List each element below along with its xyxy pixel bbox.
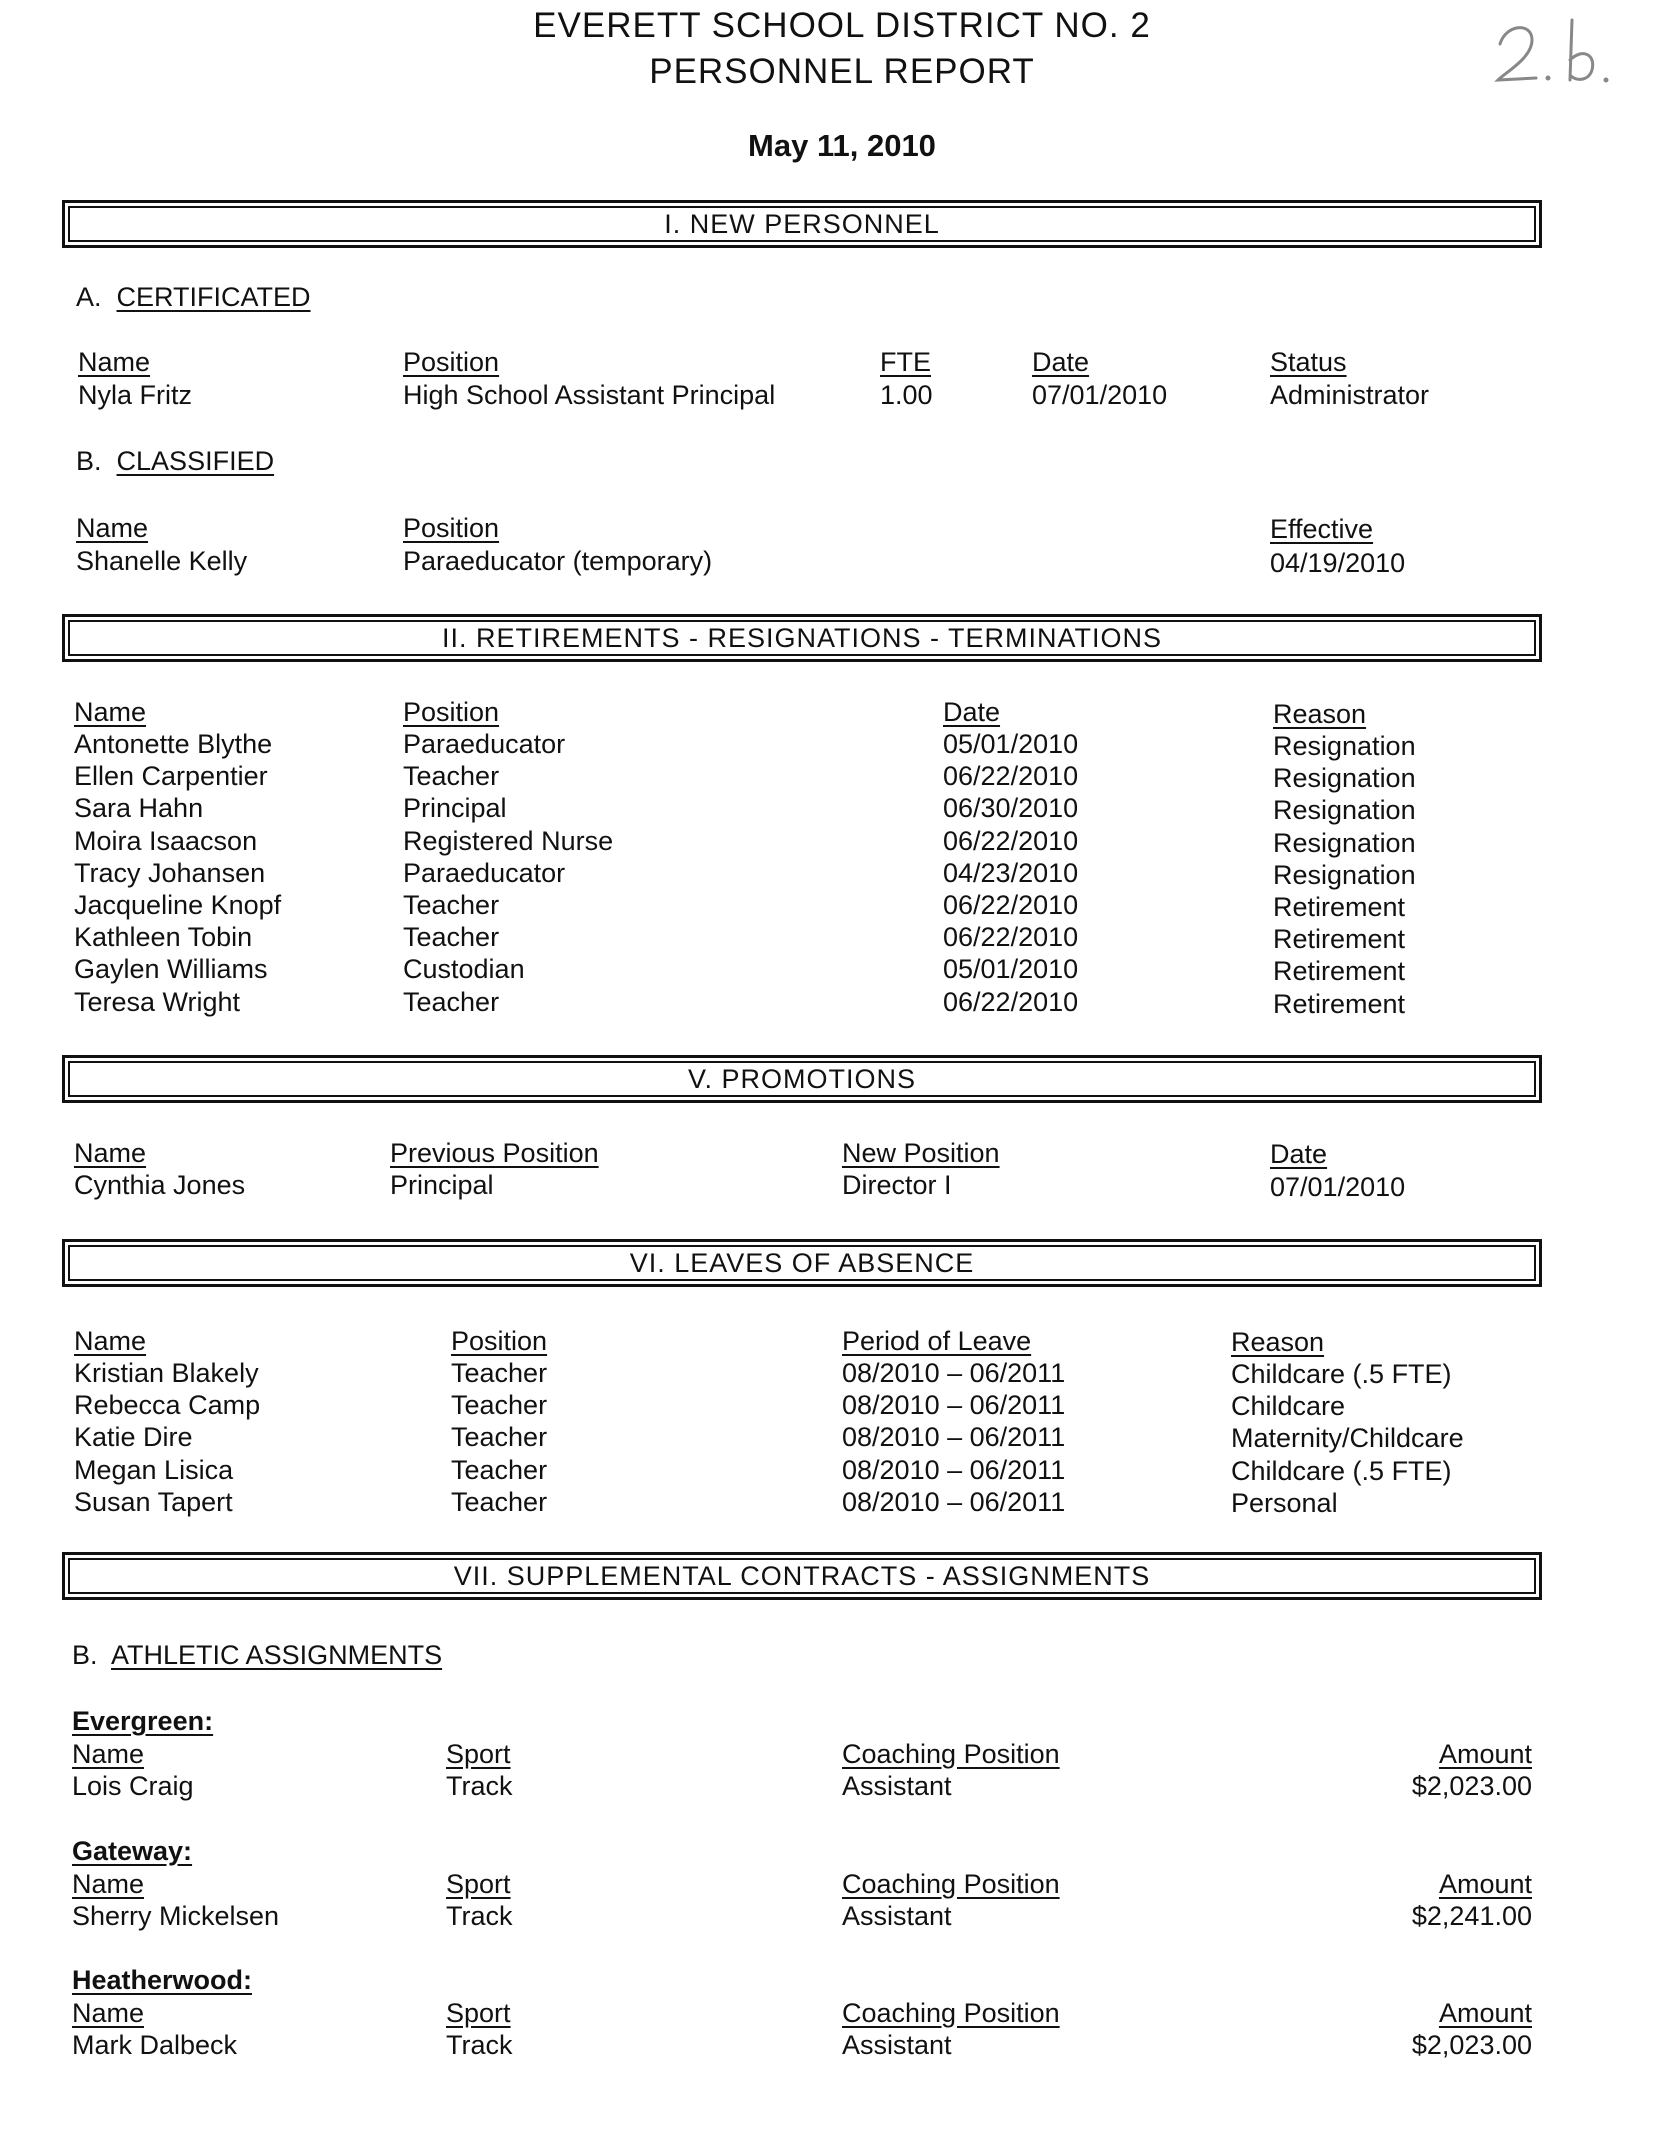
cell-amount: $2,241.00 bbox=[1411, 1901, 1532, 1931]
col-header-sport: Sport bbox=[446, 1739, 511, 1769]
cell-status: Administrator bbox=[1270, 380, 1430, 410]
cell-position: Teacher bbox=[403, 922, 500, 953]
cell-period: 08/2010 – 06/2011 bbox=[842, 1422, 1066, 1453]
cell-period: 08/2010 – 06/2011 bbox=[842, 1486, 1066, 1517]
subsection-letter: B. bbox=[72, 1640, 98, 1670]
subsection-title: CLASSIFIED bbox=[116, 446, 275, 476]
school-name: Evergreen: bbox=[72, 1706, 214, 1736]
col-header-status: Status bbox=[1270, 347, 1347, 377]
cell-position: High School Assistant Principal bbox=[403, 380, 776, 410]
cell-position: Teacher bbox=[451, 1390, 548, 1421]
col-header-name: Name bbox=[72, 1869, 145, 1899]
col-header-position: Position bbox=[403, 697, 500, 727]
cell-name: Nyla Fritz bbox=[78, 380, 192, 410]
cell-date: 06/22/2010 bbox=[943, 890, 1079, 920]
cell-amount: $2,023.00 bbox=[1411, 1771, 1532, 1801]
cell-position: Registered Nurse bbox=[403, 825, 614, 856]
cell-coaching-position: Assistant bbox=[842, 1901, 952, 1931]
col-header-date: Date bbox=[1270, 1139, 1328, 1169]
cell-name: Jacqueline Knopf bbox=[74, 890, 282, 920]
school-name: Gateway: bbox=[72, 1836, 193, 1866]
athletic-heading bbox=[72, 1640, 442, 1671]
col-header-date: Date bbox=[1032, 347, 1090, 377]
col-header-name: Name bbox=[74, 1326, 147, 1356]
cell-name: Lois Craig bbox=[72, 1771, 194, 1801]
col-header-period: Period of Leave bbox=[842, 1326, 1032, 1356]
col-header-sport: Sport bbox=[446, 1998, 511, 2028]
cell-period: 08/2010 – 06/2011 bbox=[842, 1390, 1066, 1421]
subsection-letter: B. bbox=[76, 446, 102, 476]
cell-name: Antonette Blythe bbox=[74, 729, 273, 759]
cell-name: Sara Hahn bbox=[74, 793, 204, 824]
col-header-amount: Amount bbox=[1438, 1998, 1532, 2028]
cell-position: Principal bbox=[403, 793, 507, 824]
cell-date: 07/01/2010 bbox=[1270, 1172, 1406, 1202]
cell-date: 06/22/2010 bbox=[943, 922, 1079, 953]
cell-date: 06/22/2010 bbox=[943, 986, 1079, 1017]
cell-previous-position: Principal bbox=[390, 1170, 494, 1200]
cell-name: Kathleen Tobin bbox=[74, 922, 253, 953]
col-header-name: Name bbox=[72, 1998, 145, 2028]
cell-name: Shanelle Kelly bbox=[76, 546, 248, 576]
cell-date: 05/01/2010 bbox=[943, 954, 1079, 985]
cell-position: Teacher bbox=[403, 761, 500, 792]
col-header-name: Name bbox=[78, 347, 151, 377]
classified-heading bbox=[76, 446, 274, 477]
cell-reason: Resignation bbox=[1273, 763, 1416, 794]
cell-position: Teacher bbox=[403, 986, 500, 1017]
cell-name: Megan Lisica bbox=[74, 1454, 234, 1485]
col-header-name: Name bbox=[76, 513, 149, 543]
cell-position: Custodian bbox=[403, 954, 525, 985]
cell-coaching-position: Assistant bbox=[842, 1771, 952, 1801]
section-leaves bbox=[62, 1239, 1542, 1287]
cell-sport: Track bbox=[446, 1901, 513, 1931]
cell-reason: Resignation bbox=[1273, 827, 1416, 858]
cell-reason: Maternity/Childcare bbox=[1231, 1423, 1464, 1454]
cell-period: 08/2010 – 06/2011 bbox=[842, 1358, 1066, 1388]
subsection-title: ATHLETIC ASSIGNMENTS bbox=[111, 1640, 443, 1670]
col-header-date: Date bbox=[943, 697, 1001, 727]
cell-reason: Retirement bbox=[1273, 956, 1406, 987]
cell-reason: Personal bbox=[1231, 1487, 1338, 1518]
school-name: Heatherwood: bbox=[72, 1965, 253, 1995]
cell-date: 06/30/2010 bbox=[943, 793, 1079, 824]
cell-name: Tracy Johansen bbox=[74, 857, 266, 888]
section-title: VII. SUPPLEMENTAL CONTRACTS - ASSIGNMENTS bbox=[453, 1560, 1151, 1591]
cell-reason: Childcare bbox=[1231, 1391, 1346, 1422]
cell-sport: Track bbox=[446, 2030, 513, 2060]
cell-coaching-position: Assistant bbox=[842, 2030, 952, 2060]
cell-position: Paraeducator bbox=[403, 857, 566, 888]
cell-name: Cynthia Jones bbox=[74, 1170, 246, 1200]
cell-date: 04/23/2010 bbox=[943, 857, 1079, 888]
cell-position: Teacher bbox=[451, 1486, 548, 1517]
cell-name: Rebecca Camp bbox=[74, 1390, 261, 1421]
cell-position: Teacher bbox=[451, 1454, 548, 1485]
cell-position: Teacher bbox=[451, 1422, 548, 1453]
cell-amount: $2,023.00 bbox=[1411, 2030, 1532, 2060]
cell-reason: Retirement bbox=[1273, 988, 1406, 1019]
col-header-reason: Reason bbox=[1231, 1327, 1325, 1357]
cell-reason: Resignation bbox=[1273, 795, 1416, 826]
section-title: V. PROMOTIONS bbox=[687, 1063, 917, 1094]
col-header-effective: Effective bbox=[1270, 514, 1374, 544]
cell-name: Mark Dalbeck bbox=[72, 2030, 238, 2060]
cell-name: Sherry Mickelsen bbox=[72, 1901, 280, 1931]
cell-reason: Childcare (.5 FTE) bbox=[1231, 1359, 1452, 1389]
handwritten-annotation-2b bbox=[1492, 10, 1622, 94]
cell-position: Teacher bbox=[403, 890, 500, 920]
col-header-position: Position bbox=[403, 347, 500, 377]
cell-name: Moira Isaacson bbox=[74, 825, 258, 856]
cell-sport: Track bbox=[446, 1771, 513, 1801]
col-header-previous-position: Previous Position bbox=[390, 1138, 599, 1168]
section-new-personnel bbox=[62, 200, 1542, 248]
cell-reason: Resignation bbox=[1273, 731, 1416, 761]
cell-name: Gaylen Williams bbox=[74, 954, 268, 985]
col-header-reason: Reason bbox=[1273, 699, 1367, 729]
section-title: I. NEW PERSONNEL bbox=[664, 208, 940, 239]
cell-name: Susan Tapert bbox=[74, 1486, 233, 1517]
cell-position: Teacher bbox=[451, 1358, 548, 1388]
report-date: May 11, 2010 bbox=[748, 128, 936, 163]
section-title: VI. LEAVES OF ABSENCE bbox=[629, 1247, 975, 1278]
cell-reason: Resignation bbox=[1273, 859, 1416, 890]
subsection-letter: A. bbox=[76, 282, 102, 312]
section-title: II. RETIREMENTS - RESIGNATIONS - TERMINATIONS bbox=[441, 622, 1163, 653]
col-header-fte: FTE bbox=[880, 347, 931, 377]
certificated-heading bbox=[76, 282, 311, 313]
cell-position: Paraeducator bbox=[403, 729, 566, 759]
col-header-name: Name bbox=[74, 697, 147, 727]
col-header-coaching-position: Coaching Position bbox=[842, 1869, 1060, 1899]
cell-name: Teresa Wright bbox=[74, 986, 241, 1017]
cell-name: Katie Dire bbox=[74, 1422, 193, 1453]
cell-name: Kristian Blakely bbox=[74, 1358, 259, 1388]
col-header-position: Position bbox=[403, 513, 500, 543]
col-header-position: Position bbox=[451, 1326, 548, 1356]
section-supplemental bbox=[62, 1552, 1542, 1600]
cell-effective: 04/19/2010 bbox=[1270, 548, 1406, 578]
col-header-amount: Amount bbox=[1438, 1739, 1532, 1769]
cell-date: 05/01/2010 bbox=[943, 729, 1079, 759]
col-header-coaching-position: Coaching Position bbox=[842, 1998, 1060, 2028]
section-retirements bbox=[62, 614, 1542, 662]
cell-reason: Retirement bbox=[1273, 892, 1406, 922]
col-header-name: Name bbox=[74, 1138, 147, 1168]
section-promotions bbox=[62, 1055, 1542, 1103]
cell-reason: Retirement bbox=[1273, 924, 1406, 955]
cell-new-position: Director I bbox=[842, 1170, 952, 1200]
report-title: PERSONNEL REPORT bbox=[649, 52, 1035, 91]
cell-position: Paraeducator (temporary) bbox=[403, 546, 713, 576]
cell-reason: Childcare (.5 FTE) bbox=[1231, 1455, 1452, 1486]
cell-date: 07/01/2010 bbox=[1032, 380, 1168, 410]
cell-date: 06/22/2010 bbox=[943, 825, 1079, 856]
col-header-coaching-position: Coaching Position bbox=[842, 1739, 1060, 1769]
col-header-name: Name bbox=[72, 1739, 145, 1769]
col-header-amount: Amount bbox=[1438, 1869, 1532, 1899]
district-title: EVERETT SCHOOL DISTRICT NO. 2 bbox=[533, 6, 1151, 45]
cell-name: Ellen Carpentier bbox=[74, 761, 268, 792]
col-header-sport: Sport bbox=[446, 1869, 511, 1899]
cell-fte: 1.00 bbox=[880, 380, 933, 410]
cell-date: 06/22/2010 bbox=[943, 761, 1079, 792]
cell-period: 08/2010 – 06/2011 bbox=[842, 1454, 1066, 1485]
col-header-new-position: New Position bbox=[842, 1138, 1000, 1168]
subsection-title: CERTIFICATED bbox=[116, 282, 311, 312]
